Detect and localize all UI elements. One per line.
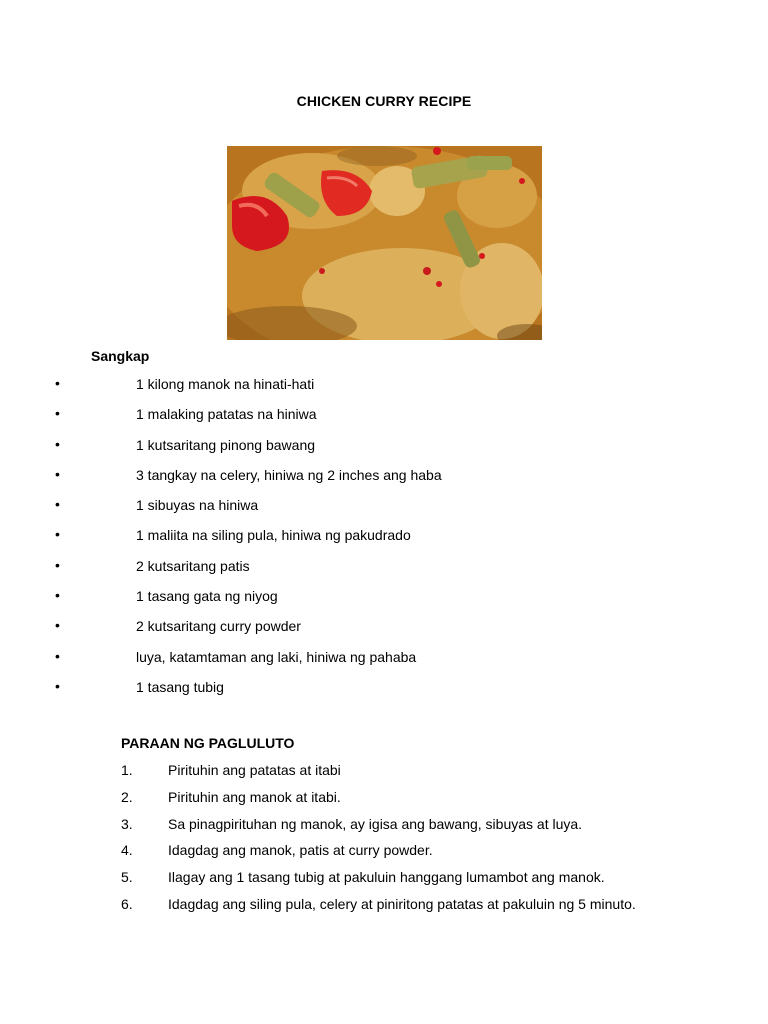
step-number: 6. [121,895,133,912]
bullet-icon: • [55,526,60,543]
ingredients-heading: Sangkap [91,348,150,364]
ingredient-text: 3 tangkay na celery, hiniwa ng 2 inches ang haba [136,466,442,483]
bullet-icon: • [55,587,60,604]
bullet-icon: • [55,435,60,452]
page-title: CHICKEN CURRY RECIPE [296,93,472,109]
bullet-icon: • [55,375,60,391]
ingredient-text: 1 tasang tubig [136,678,224,695]
step-text: Pirituhin ang manok at itabi. [168,788,341,805]
step-text: Pirituhin ang patatas at itabi [168,762,341,778]
bullet-icon: • [55,556,60,573]
bullet-icon: • [55,677,60,694]
ingredient-text: 2 kutsaritang curry powder [136,618,301,635]
step-text: Idagdag ang manok, patis at curry powder. [168,842,433,859]
bullet-icon: • [55,496,60,513]
bullet-icon: • [55,647,60,664]
bullet-icon: • [55,465,60,482]
bullet-icon: • [55,617,60,634]
ingredient-text: 1 maliita na siling pula, hiniwa ng pakudrado [136,527,411,544]
ingredient-text: 1 kilong manok na hinati-hati [136,376,315,392]
ingredient-text: 1 sibuyas na hiniwa [136,497,259,514]
bullet-icon: • [55,405,60,422]
step-number: 3. [121,815,133,832]
ingredient-text: 1 kutsaritang pinong bawang [136,436,316,453]
step-text: Sa pinagpirituhan ng manok, ay igisa ang bawang, sibuyas at luya. [168,815,583,832]
step-number: 5. [121,869,133,886]
step-text: Idagdag ang siling pula, celery at piniritong patatas at pakuluin ng 5 minuto. [168,895,636,912]
ingredient-text: 2 kutsaritang patis [136,557,250,574]
ingredient-text: 1 malaking patatas na hiniwa [136,406,317,423]
ingredient-text: 1 tasang gata ng niyog [136,588,278,605]
chicken-curry-photo [227,146,542,340]
step-number: 2. [121,788,133,805]
step-number: 4. [121,842,133,859]
procedure-heading: PARAAN NG PAGLULUTO [121,735,295,751]
step-number: 1. [121,762,133,778]
step-text: Ilagay ang 1 tasang tubig at pakuluin hanggang lumambot ang manok. [168,869,605,886]
ingredient-text: luya, katamtaman ang laki, hiniwa ng pahaba [136,648,417,665]
